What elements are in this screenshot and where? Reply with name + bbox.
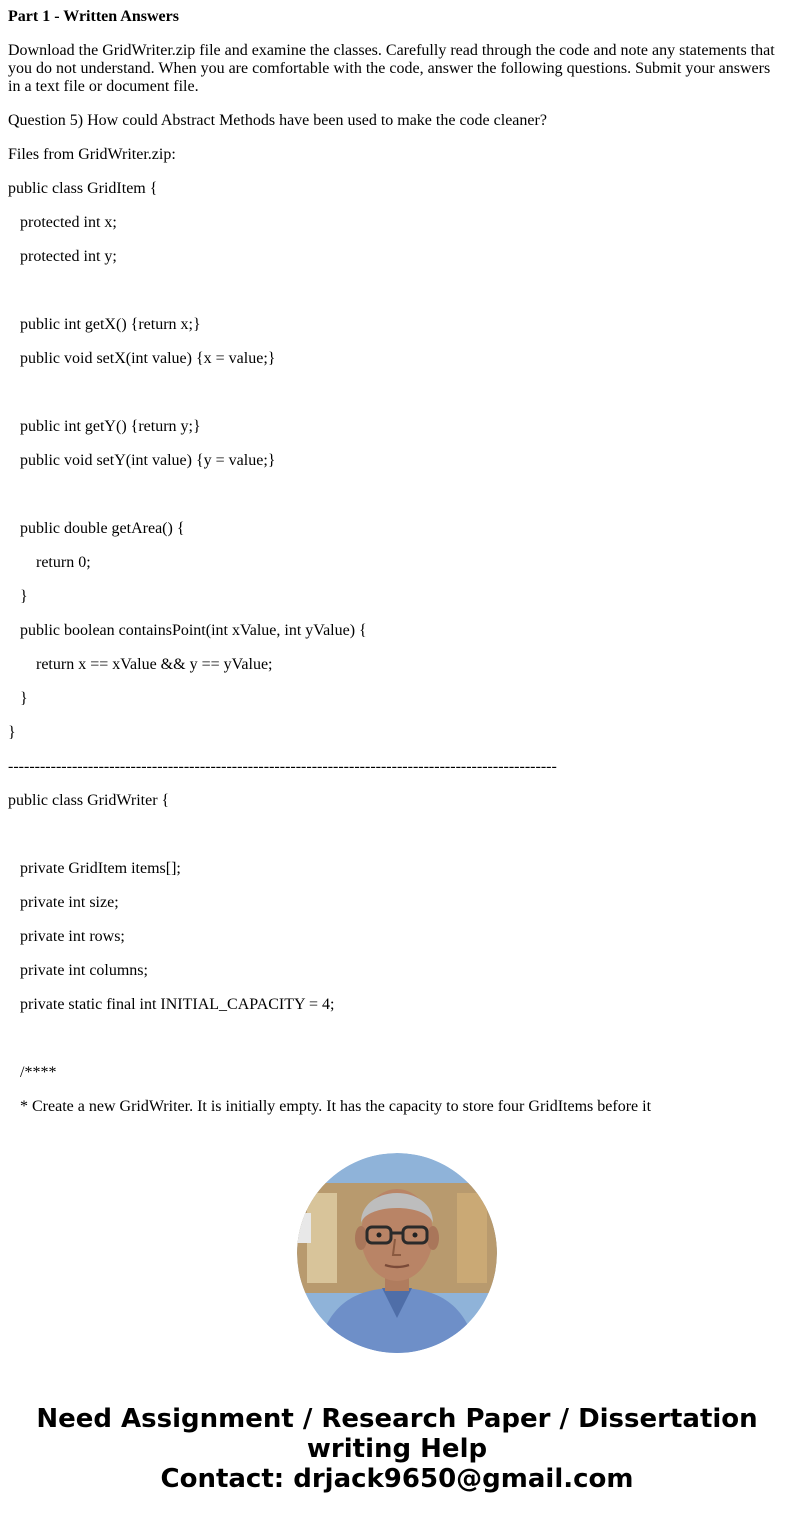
files-label: Files from GridWriter.zip: bbox=[8, 146, 176, 163]
promo-footer bbox=[0, 1404, 794, 1494]
code-line: private int size; bbox=[20, 894, 119, 911]
avatar bbox=[297, 1153, 497, 1353]
code-line: return x == xValue && y == yValue; bbox=[36, 656, 273, 673]
code-line: } bbox=[20, 690, 28, 707]
code-line: public int getY() {return y;} bbox=[20, 418, 201, 435]
code-line: return 0; bbox=[36, 554, 91, 571]
code-line: /**** bbox=[20, 1064, 57, 1081]
code-line: public double getArea() { bbox=[20, 520, 185, 537]
code-line: public boolean containsPoint(int xValue, int yValue) { bbox=[20, 622, 367, 639]
question-text: Question 5) How could Abstract Methods have been used to make the code cleaner? bbox=[8, 112, 547, 129]
code-line: private int columns; bbox=[20, 962, 148, 979]
code-line: public int getX() {return x;} bbox=[20, 316, 201, 333]
code-line: public void setX(int value) {x = value;} bbox=[20, 350, 276, 367]
code-line: private static final int INITIAL_CAPACITY = 4; bbox=[20, 996, 335, 1013]
code-line: protected int x; bbox=[20, 214, 117, 231]
portrait-photo bbox=[297, 1153, 497, 1353]
intro-paragraph: Download the GridWriter.zip file and examine the classes. Carefully read through the code and note any statements that you do not understand. When you are comfortable with the code, answer the following questions. Submit your answers in a text file or document file. bbox=[8, 42, 775, 95]
code-line: protected int y; bbox=[20, 248, 117, 265]
code-line: private int rows; bbox=[20, 928, 125, 945]
code-line: } bbox=[20, 588, 28, 605]
code-line: private GridItem items[]; bbox=[20, 860, 181, 877]
separator-line: ------------------------------------------------------------------------------------------------------- bbox=[8, 758, 557, 775]
code-line: public class GridItem { bbox=[8, 180, 158, 197]
code-line: * Create a new GridWriter. It is initially empty. It has the capacity to store four GridItems before it bbox=[20, 1098, 652, 1115]
code-line: public class GridWriter { bbox=[8, 792, 170, 809]
code-line: public void setY(int value) {y = value;} bbox=[20, 452, 276, 469]
code-line: } bbox=[8, 724, 16, 741]
footer-contact: Contact: drjack9650@gmail.com bbox=[160, 1464, 634, 1494]
page-heading: Part 1 - Written Answers bbox=[8, 8, 179, 25]
footer-line-2: writing Help bbox=[306, 1434, 488, 1464]
footer-line-1: Need Assignment / Research Paper / Dissertation bbox=[36, 1404, 758, 1434]
